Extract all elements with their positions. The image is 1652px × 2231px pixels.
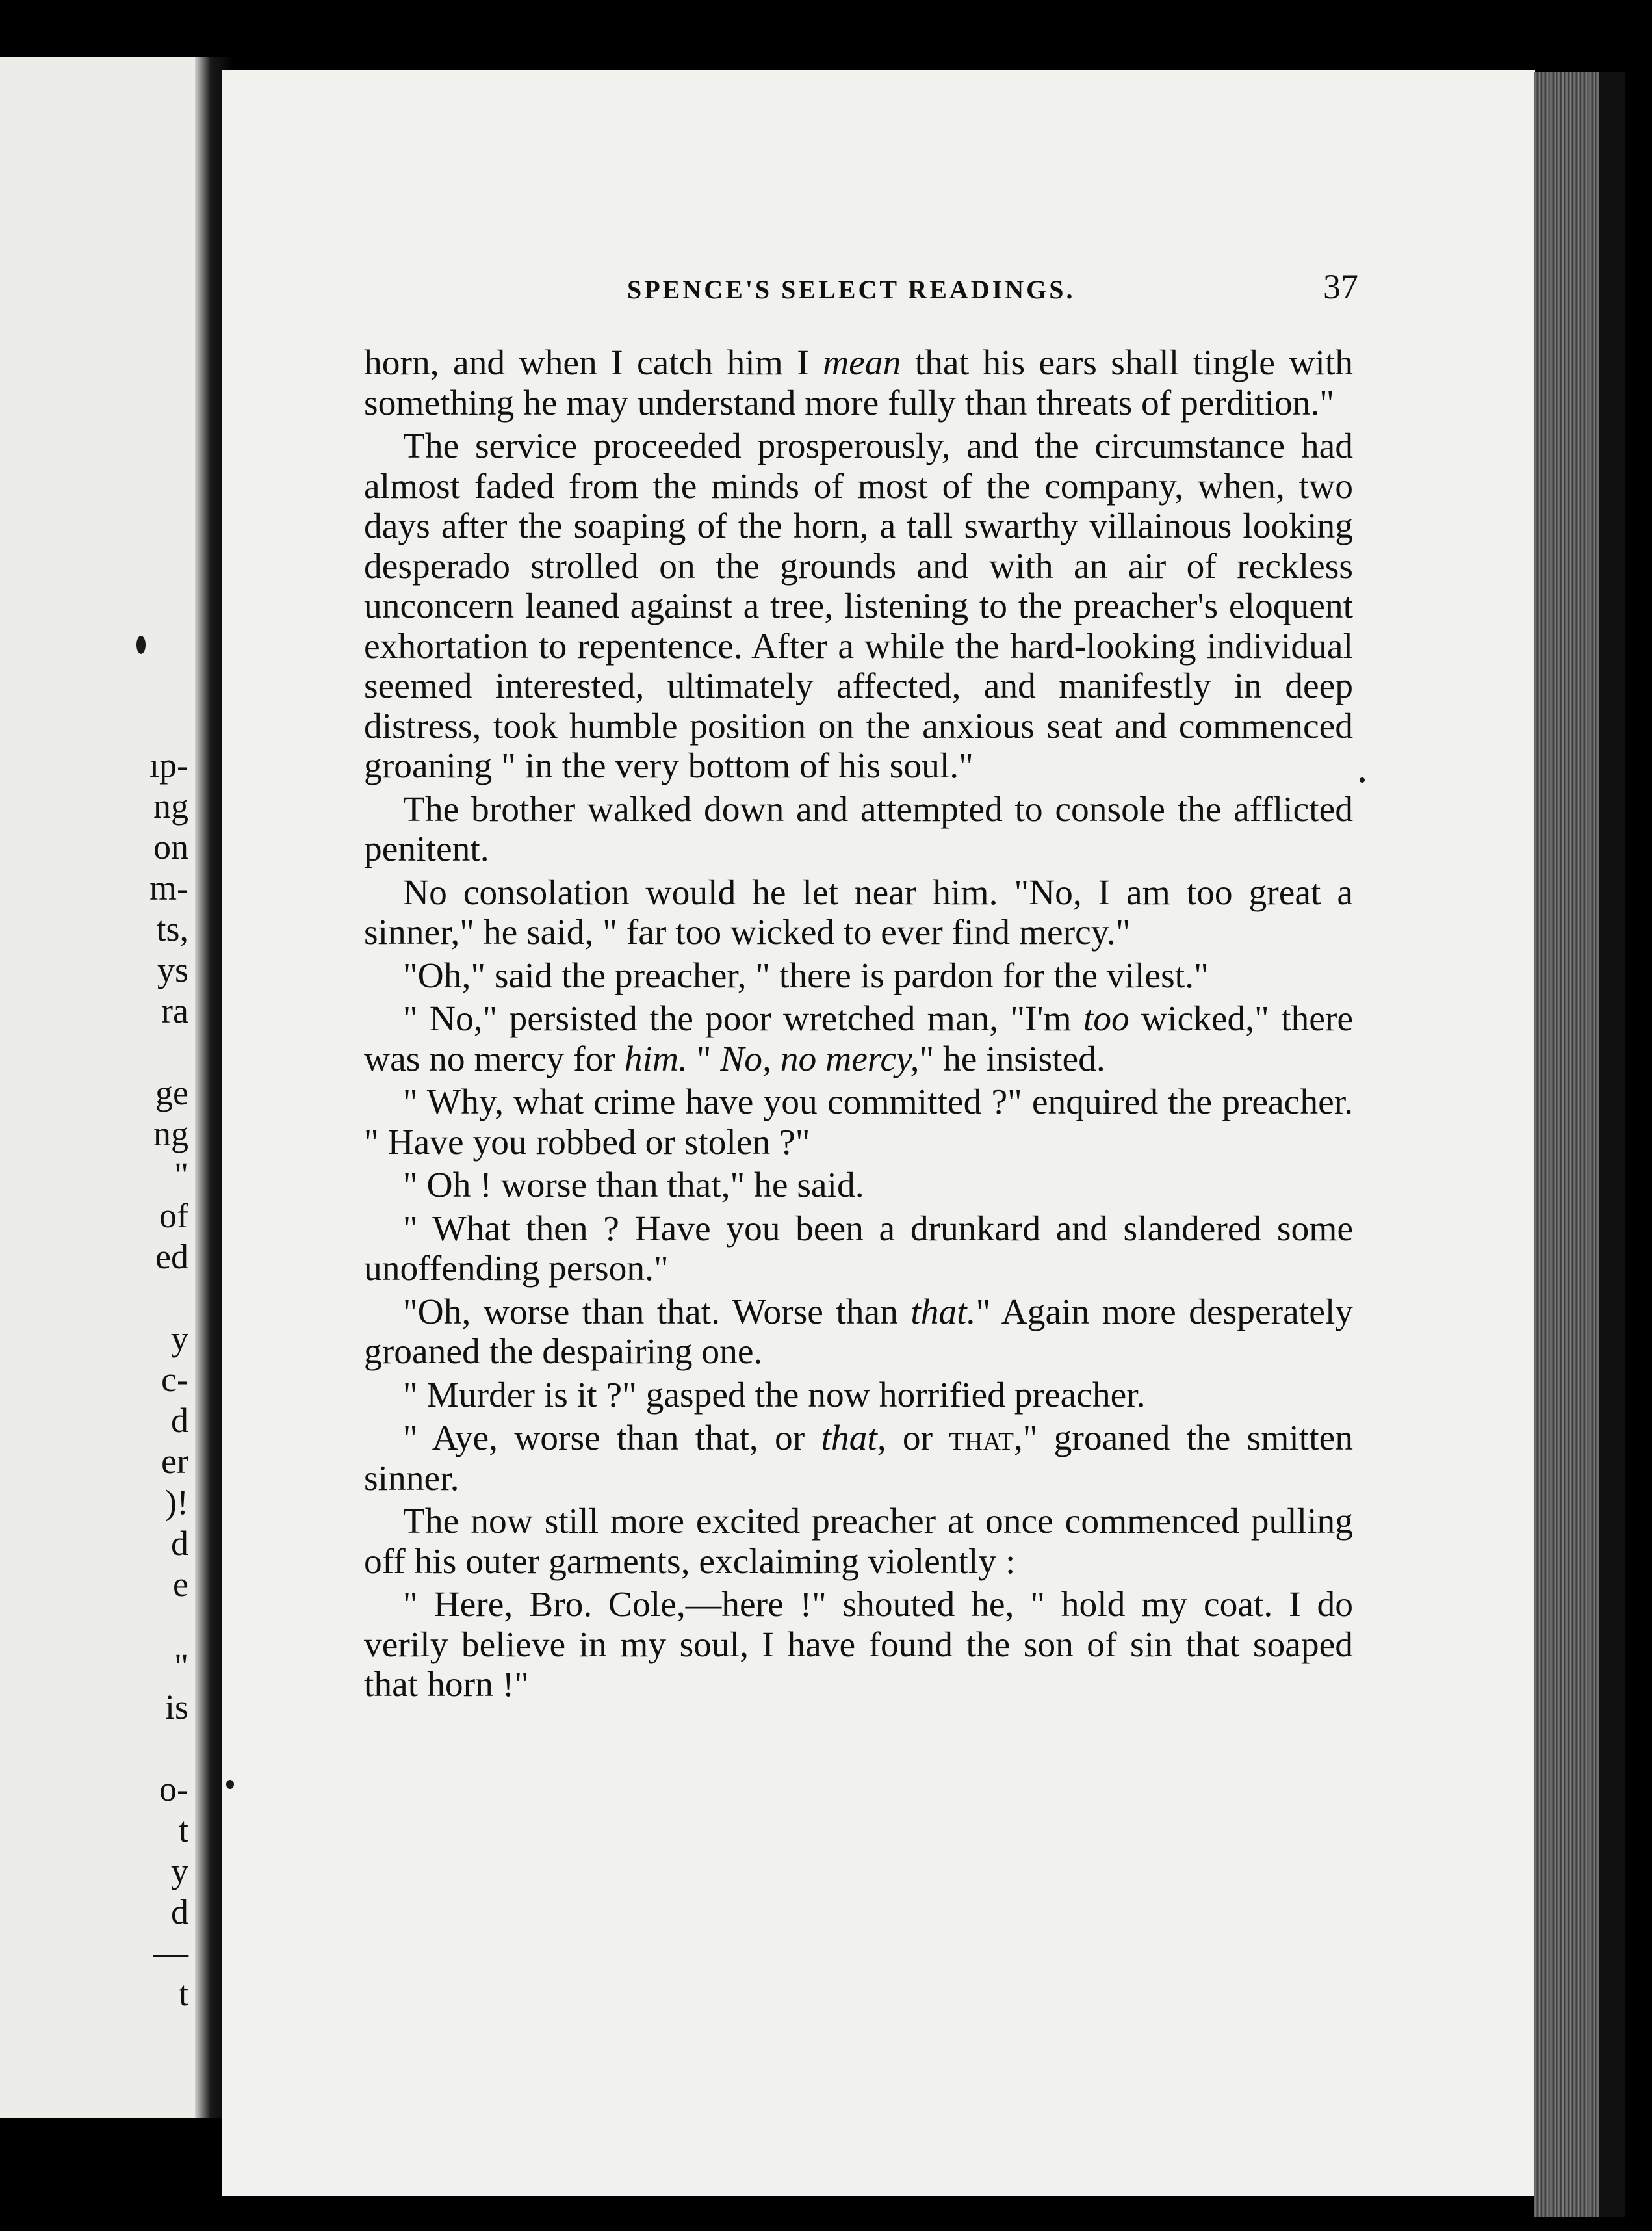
- text-run: " he insisted.: [919, 1039, 1105, 1079]
- page-header: [627, 267, 1358, 325]
- paragraph: [364, 1082, 1353, 1162]
- italic-text: too: [1083, 999, 1129, 1039]
- paragraph: [364, 956, 1353, 997]
- facing-page-fragment: t: [178, 1974, 188, 2013]
- paragraph: [364, 1585, 1353, 1705]
- facing-page-fragment: m-: [149, 868, 188, 907]
- text-run: The now still more excited preacher at once commenced pulling off his outer garments, exclaiming violently :: [364, 1502, 1353, 1582]
- facing-page-text-fragments: [0, 745, 195, 2015]
- body-text: [364, 343, 1353, 1708]
- facing-page-fragment: er: [161, 1442, 188, 1481]
- text-run: ": [687, 1039, 721, 1079]
- facing-page-fragment: e: [173, 1565, 188, 1604]
- text-run: " Again more desperately groaned the despairing one.: [364, 1292, 1353, 1372]
- running-head: SPENCE'S SELECT READINGS.: [627, 275, 1076, 304]
- ink-speck: [226, 1780, 234, 1789]
- facing-page-fragment: ed: [155, 1237, 188, 1276]
- paragraph: [364, 1376, 1353, 1416]
- paragraph: [364, 1166, 1353, 1206]
- facing-page-fragment: y: [171, 1851, 188, 1890]
- text-run: " What then ? Have you been a drunkard and slandered some unoffending person.": [364, 1208, 1353, 1288]
- facing-page-fragment: of: [159, 1196, 188, 1235]
- text-run: " Why, what crime have you committed ?" enquired the preacher. " Have you robbed or stolen ?": [364, 1082, 1353, 1162]
- facing-page-fragment: [0, 1277, 195, 1318]
- paragraph: [364, 1209, 1353, 1289]
- paragraph: [364, 343, 1353, 423]
- facing-page-fragment: ge: [155, 1073, 188, 1112]
- facing-page-fragment: y: [171, 1319, 188, 1358]
- facing-page-fragment: ıp-: [149, 746, 188, 785]
- text-run: or: [886, 1418, 949, 1458]
- paragraph: [364, 1418, 1353, 1498]
- paragraph: [364, 999, 1353, 1079]
- facing-page-fragment: ts,: [156, 909, 188, 948]
- paragraph: [364, 426, 1353, 787]
- page-number: 37: [1323, 267, 1358, 306]
- facing-page-fragment: ra: [161, 991, 188, 1030]
- text-run: No consolation would he let near him. "No, I am too great a sinner," he said, " far too wicked to ever find mercy.": [364, 872, 1353, 952]
- facing-page: [0, 57, 195, 2118]
- facing-page-fragment: is: [164, 1688, 188, 1727]
- facing-page-fragment: [0, 1032, 195, 1073]
- facing-page-fragment: ys: [157, 950, 188, 989]
- facing-page-fragment: on: [153, 828, 188, 867]
- italic-text: mean: [823, 343, 901, 383]
- facing-page-fragment: [0, 1605, 195, 1646]
- italic-text: No, no mercy,: [720, 1039, 920, 1079]
- facing-page-fragment: ": [174, 1155, 188, 1194]
- ink-speck: [1360, 777, 1365, 783]
- facing-page-fragment: d: [171, 1401, 188, 1440]
- text-run: that,: [949, 1418, 1023, 1458]
- ink-speck: [136, 636, 146, 654]
- facing-page-fragment: o-: [159, 1769, 188, 1808]
- text-run: " Aye, worse than that, or: [403, 1418, 821, 1458]
- facing-page-fragment: [0, 1728, 195, 1769]
- text-run: " No," persisted the poor wretched man, "I'm: [403, 999, 1083, 1039]
- facing-page-fragment: d: [171, 1524, 188, 1563]
- page-edge-stack: [1534, 72, 1625, 2217]
- italic-text: that.: [910, 1292, 976, 1332]
- italic-text: that,: [821, 1418, 886, 1458]
- facing-page-fragment: c-: [161, 1360, 188, 1399]
- paragraph: [364, 1292, 1353, 1372]
- text-run: wicked," there was no mercy for: [364, 999, 1353, 1079]
- paragraph: [364, 1502, 1353, 1582]
- facing-page-fragment: ng: [153, 787, 188, 826]
- text-run: The brother walked down and attempted to console the afflicted penitent.: [364, 789, 1353, 869]
- facing-page-fragment: —: [153, 1933, 188, 1972]
- text-run: "Oh, worse than that. Worse than: [403, 1292, 911, 1332]
- paragraph: [364, 790, 1353, 870]
- facing-page-fragment: d: [171, 1892, 188, 1931]
- italic-text: him.: [624, 1039, 688, 1079]
- facing-page-fragment: ng: [153, 1114, 188, 1153]
- facing-page-fragment: t: [178, 1810, 188, 1849]
- text-run: " Murder is it ?" gasped the now horrified preacher.: [403, 1375, 1146, 1415]
- text-run: " groaned the smitten sinner.: [364, 1418, 1354, 1498]
- paragraph: [364, 873, 1353, 953]
- text-run: "Oh," said the preacher, " there is pardon for the vilest.": [403, 956, 1209, 996]
- text-run: " Oh ! worse than that," he said.: [403, 1166, 864, 1205]
- facing-page-fragment: ": [174, 1647, 188, 1686]
- text-run: " Here, Bro. Cole,—here !" shouted he, " hold my coat. I do verily believe in my soul, I have found the son of sin that soaped that horn !": [364, 1585, 1353, 1704]
- facing-page-fragment: )!: [165, 1483, 188, 1522]
- text-run: The service proceeded prosperously, and the circumstance had almost faded from the minds of most of the company, when, two days after the soaping of the horn, a tall swarthy villainous looking desperado strolled on the grounds and with an air of reckless unconcern leaned against a tree, listening to the preacher's eloquent exhortation to repentence. After a while the hard-looking individual seemed interested, ultimately affected, and manifestly in deep distress, took humble position on the anxious seat and commenced groaning " in the very bottom of his soul.": [364, 426, 1353, 786]
- text-run: that his ears shall tingle with something he may understand more fully than threats of perdition.": [364, 343, 1353, 423]
- text-run: horn, and when I catch him I: [364, 343, 823, 383]
